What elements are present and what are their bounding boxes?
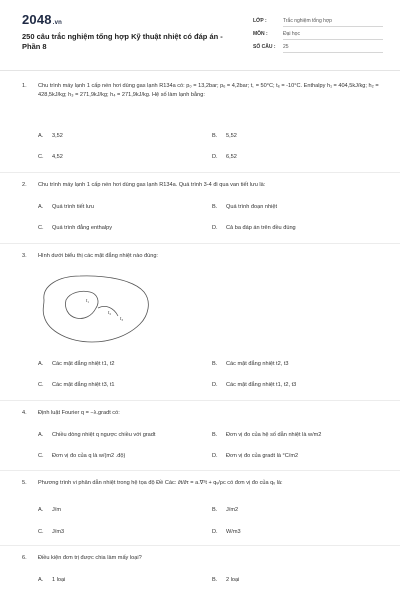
- question-text: Chu trình máy lạnh 1 cấp nén hơi dùng gas lạnh R134a. Quá trình 3-4 đi qua van tiết lưu là:: [38, 182, 266, 188]
- option-c[interactable]: C. 4,52: [38, 154, 63, 160]
- option-a[interactable]: A. 3,52: [38, 133, 63, 139]
- question-5: [22, 479, 384, 535]
- document-header: [0, 0, 400, 68]
- option-c[interactable]: C. Quá trình đẳng enthalpy: [38, 225, 113, 231]
- question-separator: [0, 243, 400, 244]
- option-a[interactable]: A. Các mặt đẳng nhiệt t1, t2: [38, 361, 115, 367]
- option-b[interactable]: B. 5,52: [212, 133, 237, 139]
- question-6: [22, 554, 384, 594]
- option-d[interactable]: D. Các mặt đẳng nhiệt t1, t2, t3: [212, 382, 297, 388]
- option-b[interactable]: B. J/m2: [212, 507, 239, 513]
- option-a[interactable]: A. Chiều dòng nhiệt q ngược chiều với gradt: [38, 432, 156, 438]
- question-number: 3.: [22, 253, 27, 259]
- question-separator: [0, 172, 400, 173]
- question-number: 6.: [22, 555, 27, 561]
- label-t2: t₂: [108, 311, 112, 316]
- question-text: Định luật Fourier q = −λ.gradt có:: [38, 410, 120, 416]
- option-b[interactable]: B. Đơn vị đo của hệ số dẫn nhiệt là w/m2: [212, 432, 322, 438]
- question-4: [22, 409, 384, 465]
- meta-row-subject: MÔN : Đại học: [253, 29, 383, 42]
- meta-row-class: LỚP : Trắc nghiệm tổng hợp: [253, 16, 383, 29]
- question-separator: [0, 545, 400, 546]
- header-divider: [0, 70, 400, 71]
- option-b[interactable]: B. Các mặt đẳng nhiệt t2, t3: [212, 361, 289, 367]
- option-d[interactable]: D. Đơn vị đo của gradt là °C/m2: [212, 453, 299, 459]
- option-d[interactable]: D. W/m3: [212, 529, 241, 535]
- option-b[interactable]: B. 2 loại: [212, 577, 240, 583]
- question-number: 2.: [22, 182, 27, 188]
- label-t1: t₁: [86, 299, 90, 304]
- inner-isotherm-curve: [65, 291, 98, 318]
- option-d[interactable]: D. Cả ba đáp án trên đều đúng: [212, 225, 296, 231]
- isothermal-surfaces-figure: [36, 270, 152, 348]
- option-c[interactable]: C. J/m3: [38, 529, 65, 535]
- meta-row-count: SỐ CÂU : 25: [253, 42, 383, 55]
- title-line: 250 câu trắc nghiệm tổng hợp Kỹ thuật nhiệt có đáp án -: [22, 32, 223, 41]
- question-text: Chu trình máy lạnh 1 cấp nén hơi dùng gas lạnh R134a có: p₀ = 13,2bar; pₑ = 4,2bar; t꜀ = 50°C; tₑ = -10°C. Enthalpy h₁ = 404,5kJ/kg; h₂ = 428,5kJ/kg; h₃ = 271,9kJ/kg; h₄ = 271,9kJ/kg. Hệ số làm lạnh bằng:: [38, 83, 379, 98]
- question-separator: [0, 470, 400, 471]
- site-logo[interactable]: 2048.vn: [22, 12, 63, 27]
- title-part: Phần 8: [22, 42, 47, 51]
- label-t3: t₃: [120, 317, 124, 322]
- question-separator: [0, 400, 400, 401]
- question-text: Hình dưới biểu thị các mặt đẳng nhiệt nào đúng:: [38, 253, 158, 259]
- option-b[interactable]: B. Quá trình đoạn nhiệt: [212, 204, 278, 210]
- option-d[interactable]: D. 6,52: [212, 154, 237, 160]
- option-c[interactable]: C. Các mặt đẳng nhiệt t3, t1: [38, 382, 115, 388]
- option-a[interactable]: A. 1 loại: [38, 577, 66, 583]
- question-1: [22, 82, 384, 162]
- option-a[interactable]: A. J/m: [38, 507, 62, 513]
- question-text: Điều kiện đơn trị được chia làm mấy loại?: [38, 555, 142, 561]
- option-a[interactable]: A. Quá trình tiết lưu: [38, 204, 94, 210]
- question-number: 4.: [22, 410, 27, 416]
- question-text: Phương trình vi phân dẫn nhiệt trong hệ tọa độ Đề Các: ∂t/∂τ = a.∇²t + qᵥ/ρc có đơn vị đo của qᵥ là:: [38, 480, 283, 486]
- option-c[interactable]: C. Đơn vị đo của q là w/(m2 .độ): [38, 453, 126, 459]
- question-number: 1.: [22, 83, 27, 89]
- document-title: [22, 32, 232, 52]
- question-2: [22, 181, 384, 237]
- meta-info: [253, 16, 383, 55]
- question-number: 5.: [22, 480, 27, 486]
